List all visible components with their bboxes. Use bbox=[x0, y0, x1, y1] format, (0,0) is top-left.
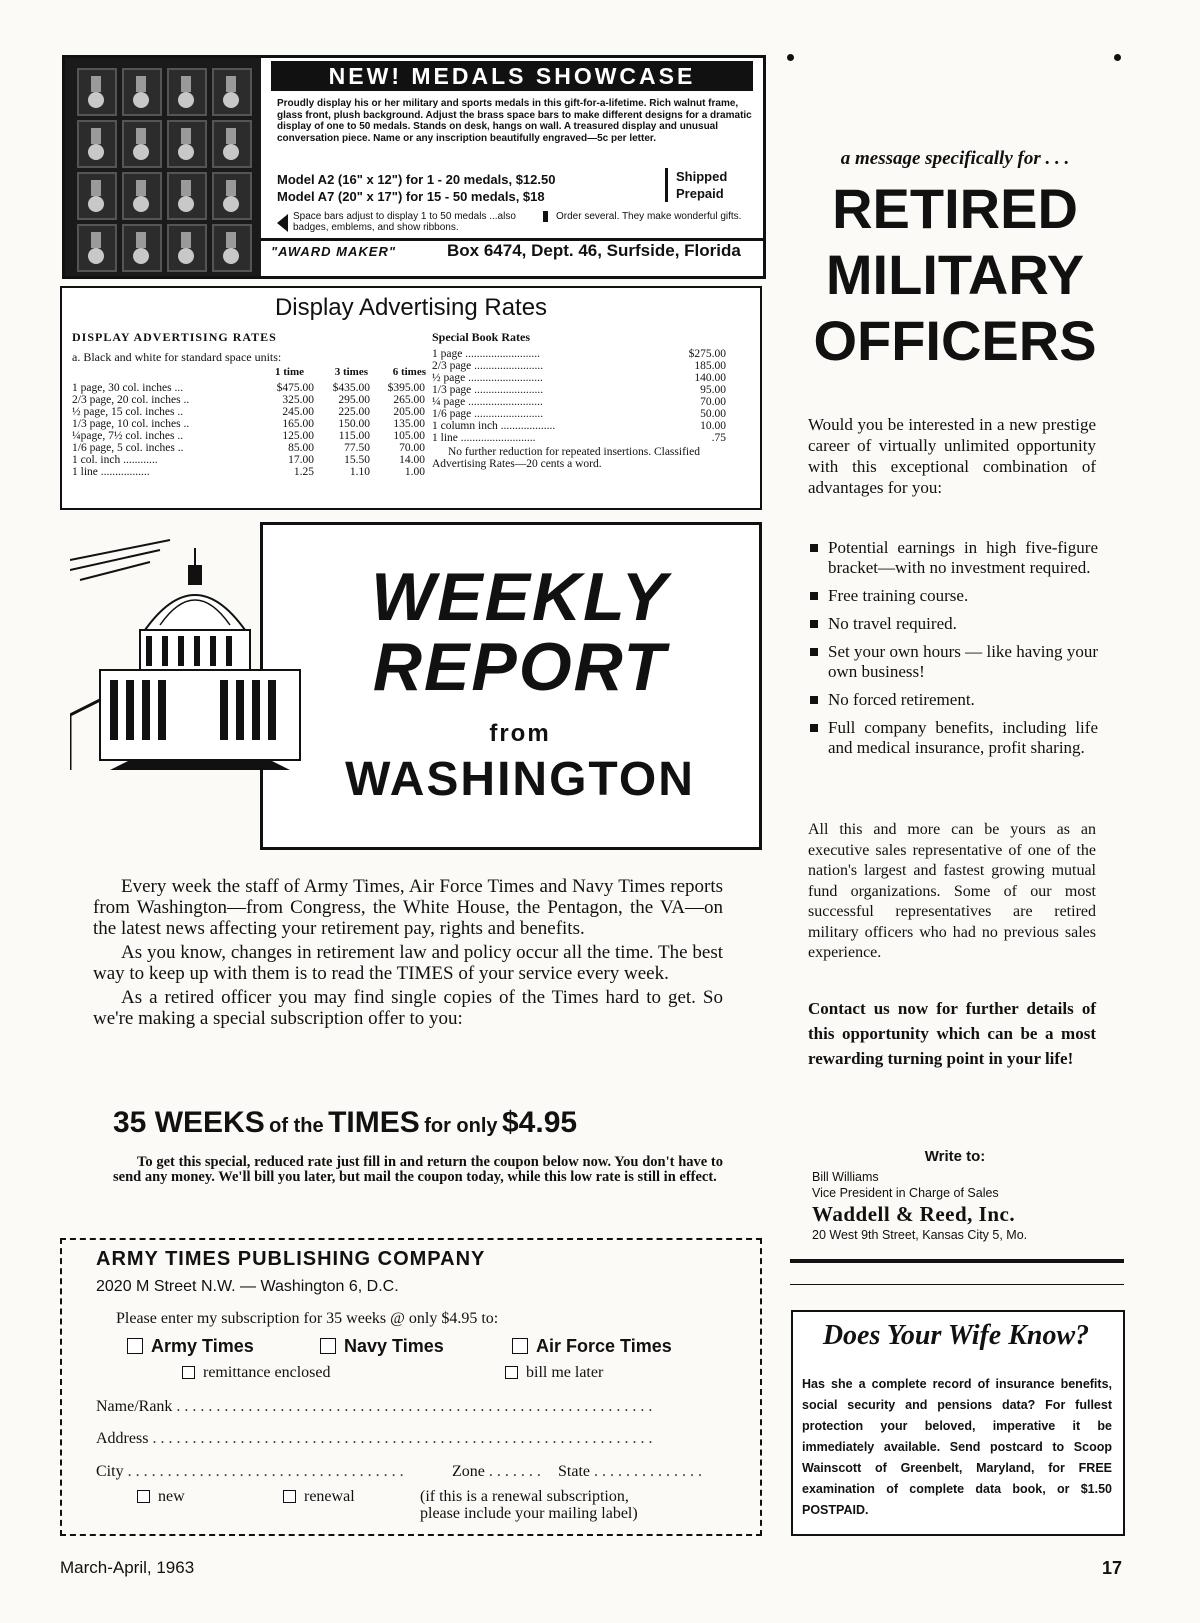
wife-ad-title: Does Your Wife Know? bbox=[822, 1320, 1090, 1351]
company-name: Waddell & Reed, Inc. bbox=[812, 1202, 1016, 1226]
book-rate-value: 10.00 bbox=[700, 420, 726, 432]
renewal-label: renewal bbox=[304, 1488, 355, 1505]
rate-label: 1/6 page, 5 col. inches .. bbox=[72, 442, 184, 454]
rate-value: 295.00 bbox=[338, 394, 370, 406]
coupon-instructions: Please enter my subscription for 35 weeks @ only $4.95 to: bbox=[116, 1310, 499, 1327]
remittance-label: remittance enclosed bbox=[203, 1364, 331, 1381]
subscription-offer bbox=[113, 1106, 733, 1140]
medal-slot bbox=[167, 224, 207, 272]
body-paragraph-1: Every week the staff of Army Times, Air Force Times and Navy Times reports from Washington—from Congress, the White House, the Pentagon, the VA—on the latest news affecting your retirement pay, rights and benefits. bbox=[93, 876, 723, 939]
advertising-rates-box bbox=[60, 286, 762, 510]
name-rank-label: Name/Rank bbox=[96, 1398, 173, 1415]
medal-slot bbox=[122, 172, 162, 220]
award-maker-address: Box 6474, Dept. 46, Surfside, Florida bbox=[447, 241, 741, 260]
retired-body: All this and more can be yours as an executive sales representative of one of the nation's largest and fastest growing mutual fund organizations. Some of our most successful representatives are retired military officers who had no previous sales experience. bbox=[808, 821, 1096, 961]
rate-value: 245.00 bbox=[282, 406, 314, 418]
contact-title: Vice President in Charge of Sales bbox=[812, 1186, 999, 1200]
bill-later-checkbox[interactable] bbox=[505, 1366, 518, 1379]
rate-label: 1 line ................. bbox=[72, 466, 150, 478]
book-rate-value: 95.00 bbox=[700, 384, 726, 396]
page-number: 17 bbox=[1102, 1558, 1123, 1578]
renewal-note-line-2: please include your mailing label) bbox=[420, 1505, 638, 1522]
book-rates-heading: Special Book Rates bbox=[432, 330, 531, 344]
army-times-checkbox[interactable] bbox=[127, 1338, 143, 1354]
navy-times-checkbox[interactable] bbox=[320, 1338, 336, 1354]
rates-title: Display Advertising Rates bbox=[274, 294, 548, 321]
space-bars-note: Space bars adjust to display 1 to 50 medals ...also badges, emblems, and show ribbons. bbox=[293, 211, 516, 233]
retired-contact: Contact us now for further details of this opportunity which can be a most rewarding turning point in your life! bbox=[808, 999, 1096, 1068]
navy-times-label: Navy Times bbox=[344, 1336, 444, 1356]
offer-for-only: for only bbox=[424, 1115, 498, 1137]
rate-value: 165.00 bbox=[282, 418, 314, 430]
renewal-note-line-1: (if this is a renewal subscription, bbox=[420, 1488, 629, 1505]
new-checkbox[interactable] bbox=[137, 1490, 150, 1503]
medals-showcase-photo bbox=[65, 58, 261, 276]
rate-value: 265.00 bbox=[393, 394, 425, 406]
rate-value: 85.00 bbox=[288, 442, 314, 454]
divider-thin bbox=[790, 1284, 1124, 1285]
bullet-dot-right bbox=[1114, 54, 1121, 61]
rate-label: ½ page, 15 col. inches .. bbox=[72, 406, 184, 418]
bill-later-option[interactable] bbox=[505, 1364, 603, 1382]
rate-value: 125.00 bbox=[282, 430, 314, 442]
renewal-note bbox=[420, 1488, 638, 1522]
bullet-dot-left bbox=[787, 54, 794, 61]
divider-thick bbox=[790, 1259, 1124, 1263]
from-word: from bbox=[489, 720, 551, 747]
rate-value: 150.00 bbox=[338, 418, 370, 430]
medal-slot bbox=[212, 172, 252, 220]
rate-value: 1.00 bbox=[404, 466, 425, 478]
list-item: No forced retirement. bbox=[808, 690, 1098, 710]
washington-word: WASHINGTON bbox=[345, 753, 695, 806]
book-rates-note: No further reduction for repeated insertions. Classified Advertising Rates—20 cents a word. bbox=[432, 446, 700, 470]
renewal-checkbox[interactable] bbox=[283, 1490, 296, 1503]
bill-later-label: bill me later bbox=[526, 1364, 604, 1381]
rate-label: 1 col. inch ............ bbox=[72, 454, 158, 466]
rate-value: 135.00 bbox=[393, 418, 425, 430]
prepaid-label: Prepaid bbox=[676, 186, 724, 201]
award-maker-label: "AWARD MAKER" bbox=[271, 244, 396, 259]
list-item: No travel required. bbox=[808, 614, 1098, 634]
list-item: Potential earnings in high five-figure bracket—with no investment required. bbox=[808, 538, 1098, 578]
col-3-times: 3 times bbox=[334, 366, 368, 378]
book-rate-label: 1 page .......................... bbox=[432, 348, 540, 360]
remittance-checkbox[interactable] bbox=[182, 1366, 195, 1379]
medal-slot bbox=[122, 224, 162, 272]
medal-slot bbox=[77, 120, 117, 168]
state-label: State bbox=[558, 1463, 590, 1480]
model-a7: Model A7 (20" x 17") for 15 - 50 medals, $18 bbox=[277, 189, 545, 204]
zone-label: Zone bbox=[452, 1463, 485, 1480]
company-address: 20 West 9th Street, Kansas City 5, Mo. bbox=[812, 1228, 1028, 1242]
headline-retired: RETIRED bbox=[832, 177, 1078, 240]
headline-military: MILITARY bbox=[825, 243, 1085, 306]
medal-slot bbox=[167, 68, 207, 116]
weekly-word: WEEKLY bbox=[371, 559, 669, 635]
shipped-label: Shipped bbox=[676, 169, 728, 184]
rate-label: 1 page, 30 col. inches ... bbox=[72, 382, 184, 394]
list-item: Free training course. bbox=[808, 586, 1098, 606]
capitol-building-icon bbox=[70, 520, 310, 770]
medals-banner: NEW! MEDALS SHOWCASE bbox=[271, 61, 753, 91]
book-rate-label: 1/3 page ........................ bbox=[432, 384, 544, 396]
rate-value: 225.00 bbox=[338, 406, 370, 418]
book-rate-value: $275.00 bbox=[688, 348, 726, 360]
army-times-label: Army Times bbox=[151, 1336, 254, 1356]
medal-slot bbox=[122, 120, 162, 168]
body-paragraph-3: As a retired officer you may find single copies of the Times hard to get. So we're making a special subscription offer to you: bbox=[93, 987, 723, 1029]
order-several-note: Order several. They make wonderful gifts. bbox=[543, 211, 756, 222]
medal-slot bbox=[77, 68, 117, 116]
state-field[interactable]: State . . . . . . . . . . . . . . bbox=[558, 1463, 702, 1480]
body-paragraph-2: As you know, changes in retirement law and policy occur all the time. The best way to keep up with them is to read the TIMES of your service every week. bbox=[93, 942, 723, 984]
offer-times: TIMES bbox=[328, 1106, 420, 1139]
offer-note: To get this special, reduced rate just fill in and return the coupon below now. You don't have to send any money. We'll bill you later, but mail the coupon today, while this low rate is still in effect. bbox=[113, 1154, 723, 1185]
rate-value: 15.50 bbox=[344, 454, 370, 466]
rate-value: 205.00 bbox=[393, 406, 425, 418]
report-word: REPORT bbox=[372, 629, 668, 705]
list-item: Full company benefits, including life and medical insurance, profit sharing. bbox=[808, 718, 1098, 758]
weekly-report-title bbox=[300, 559, 740, 705]
coupon-company: ARMY TIMES PUBLISHING COMPANY bbox=[96, 1248, 486, 1270]
book-rate-label: 2/3 page ........................ bbox=[432, 360, 544, 372]
headline-officers: OFFICERS bbox=[813, 309, 1097, 372]
medal-slot bbox=[212, 68, 252, 116]
medal-slot bbox=[77, 224, 117, 272]
book-rate-label: 1 line .......................... bbox=[432, 432, 536, 444]
rate-label: 2/3 page, 20 col. inches .. bbox=[72, 394, 190, 406]
medal-slot bbox=[212, 120, 252, 168]
rate-value: $435.00 bbox=[332, 382, 370, 394]
write-to-label: Write to: bbox=[924, 1148, 986, 1165]
message-tagline: a message specifically for . . . bbox=[840, 148, 1070, 169]
city-field[interactable]: City . . . . . . . . . . . . . . . . . . . . . . . . . . . . . . . . . . . bbox=[96, 1463, 404, 1480]
book-rate-label: 1 column inch ................... bbox=[432, 420, 556, 432]
city-label: City bbox=[96, 1463, 124, 1480]
shipped-prepaid bbox=[665, 168, 766, 202]
col-1-time: 1 time bbox=[274, 366, 304, 378]
medal-slot bbox=[212, 224, 252, 272]
list-item: Set your own hours — like having your own business! bbox=[808, 642, 1098, 682]
rate-value: 115.00 bbox=[338, 430, 370, 442]
air-force-times-option[interactable] bbox=[512, 1336, 672, 1357]
address-field[interactable]: Address . . . . . . . . . . . . . . . . . . . . . . . . . . . . . . . . . . . . . . . . . . . . . . . . . . . . . . . . . . . . . . . bbox=[96, 1430, 653, 1447]
book-rate-label: ¼ page .......................... bbox=[432, 396, 543, 408]
retired-officers-headline bbox=[790, 176, 1120, 374]
rate-value: 77.50 bbox=[344, 442, 370, 454]
book-rate-value: .75 bbox=[711, 432, 726, 444]
wife-ad-text: Has she a complete record of insurance benefits, social security and pensions data? For fullest protection your beloved, imperative it be immediately available. Send postcard to Scoop Wainscott of Greenbelt, Maryland, for FREE examination of complete data book, or $1.50 POSTPAID. bbox=[802, 1377, 1112, 1517]
coupon-address: 2020 M Street N.W. — Washington 6, D.C. bbox=[96, 1278, 399, 1295]
medal-slot bbox=[167, 172, 207, 220]
medal-slot bbox=[167, 120, 207, 168]
issue-date: March-April, 1963 bbox=[60, 1558, 195, 1577]
rate-value: 1.10 bbox=[349, 466, 370, 478]
rate-value: 70.00 bbox=[399, 442, 425, 454]
weekly-body-text bbox=[93, 876, 723, 1032]
contact-name: Bill Williams bbox=[812, 1170, 879, 1184]
rates-subheading: a. Black and white for standard space units: bbox=[72, 350, 282, 364]
offer-weeks: 35 WEEKS bbox=[113, 1106, 265, 1139]
rate-value: $395.00 bbox=[387, 382, 425, 394]
rate-value: 105.00 bbox=[393, 430, 425, 442]
medals-description: Proudly display his or her military and sports medals in this gift-for-a-lifetime. Rich walnut frame, glass front, plush background. Adjust the brass space bars to make different designs for a dramatic display of one to 50 medals. Stands on desk, hangs on wall. A treasured display and unusual conversation piece. Name or any inscription beautifully engraved—5c per letter. bbox=[277, 98, 752, 144]
advantages-list bbox=[808, 538, 1098, 766]
model-a2: Model A2 (16" x 12") for 1 - 20 medals, $12.50 bbox=[277, 172, 556, 187]
rate-label: 1/3 page, 10 col. inches .. bbox=[72, 418, 190, 430]
zone-field[interactable]: Zone . . . . . . . bbox=[452, 1463, 541, 1480]
rate-value: 325.00 bbox=[282, 394, 314, 406]
offer-of-the: of the bbox=[269, 1115, 324, 1137]
rate-value: $475.00 bbox=[276, 382, 314, 394]
rate-value: 14.00 bbox=[399, 454, 425, 466]
name-rank-field[interactable]: Name/Rank . . . . . . . . . . . . . . . . . . . . . . . . . . . . . . . . . . . . . . . . . . . . . . . . . . . . . . . . . . . . bbox=[96, 1398, 653, 1415]
address-label: Address bbox=[96, 1430, 149, 1447]
retired-intro: Would you be interested in a new prestige career of virtually unlimited opportunity with this exceptional combination of advantages for you: bbox=[808, 415, 1096, 497]
book-rate-value: 70.00 bbox=[700, 396, 726, 408]
book-rate-label: ½ page .......................... bbox=[432, 372, 543, 384]
medal-slot bbox=[77, 172, 117, 220]
book-rate-label: 1/6 page ........................ bbox=[432, 408, 544, 420]
offer-price: $4.95 bbox=[501, 1106, 578, 1139]
display-rates-heading: DISPLAY ADVERTISING RATES bbox=[72, 330, 277, 344]
book-rate-value: 185.00 bbox=[694, 360, 726, 372]
navy-times-option[interactable] bbox=[320, 1336, 444, 1357]
new-label: new bbox=[158, 1488, 185, 1505]
book-rate-value: 50.00 bbox=[700, 408, 726, 420]
renewal-option[interactable] bbox=[283, 1488, 355, 1506]
rate-label: ¼page, 7½ col. inches .. bbox=[72, 430, 184, 442]
remittance-option[interactable] bbox=[182, 1364, 331, 1382]
air-force-times-checkbox[interactable] bbox=[512, 1338, 528, 1354]
medal-slot bbox=[122, 68, 162, 116]
air-force-times-label: Air Force Times bbox=[536, 1336, 672, 1356]
army-times-option[interactable] bbox=[127, 1336, 254, 1357]
rate-value: 1.25 bbox=[293, 466, 314, 478]
rate-value: 17.00 bbox=[288, 454, 314, 466]
book-rate-value: 140.00 bbox=[694, 372, 726, 384]
new-option[interactable] bbox=[137, 1488, 185, 1506]
col-6-times: 6 times bbox=[392, 366, 426, 378]
medals-showcase-ad bbox=[62, 55, 766, 279]
